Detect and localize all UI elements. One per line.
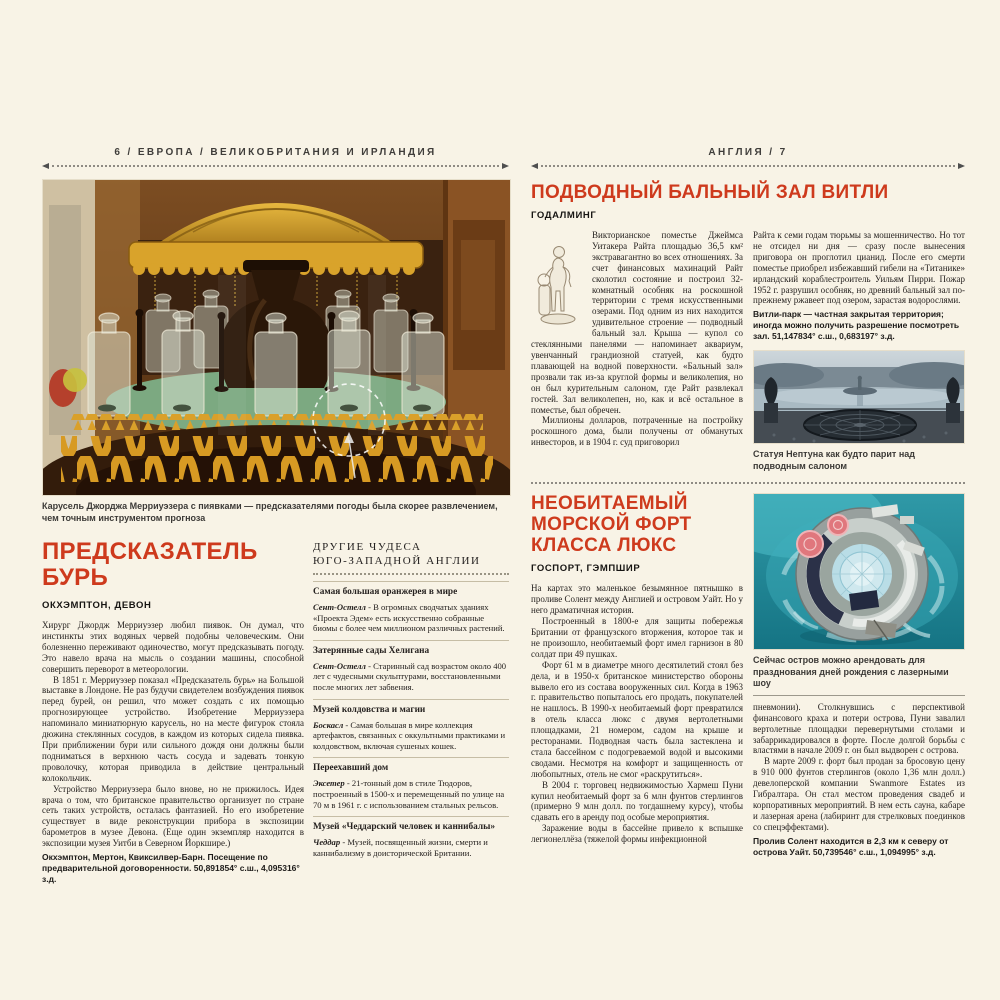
article-title: ПОДВОДНЫЙ БАЛЬНЫЙ ЗАЛ ВИТЛИ [531, 182, 889, 203]
article-paragraph: Райта к семи годам тюрьмы за мошенничество. Но тот не отсидел ни дня — сразу после вынесения приговора он проглотил цианид. После его смерти поместье приобрел избежавший гибели на «Титанике» ирландский кораблестроитель Уильям Пирри. Пожар 1952 г. разрушил особняк, но древний бальный зал по-прежнему ржавеет под озером, зарастая водорослями. [753, 230, 965, 306]
sidebar-item: Музей «Чеддарский человек и каннибалы» Чеддар - Музей, посвященный жизни, смерти и каннибализму в доисторической Британии. [313, 816, 509, 858]
article-paragraph: пневмонии). Столкнувшись с перспективой финансового краха и потери острова, Пуни завалил вертолетные площадки перевернутыми столами и забаррикадировался в форте. После долгой борьбы с властями в начале 2009 г. он был выдворен с острова. [753, 701, 965, 756]
leech-barometer-photo [42, 179, 511, 496]
access-info: Пролив Солент находится в 2,3 км к северу от острова Уайт. 50,739546° с.ш., 1,094995° з.д. [753, 835, 949, 857]
arrow-left-icon [42, 163, 49, 169]
arrow-right-icon [958, 163, 965, 169]
article-paragraph: Хирург Джордж Мерриуэзер любил пиявок. Он думал, что инстинкты этих водяных червей подобны человеческим. Они болезненно переживают одиночество, могут предсказывать погоду. Это навело врача на мысль о создании машины, способной совершить переворот в метеорологии. [42, 620, 304, 674]
photo-caption-fort: Сейчас остров можно арендовать для празднования дней рождения с лазерными шоу [753, 655, 965, 696]
page-left [42, 147, 509, 885]
witley-lake-photo [753, 350, 965, 444]
sidebar-item: Музей колдовства и магии Боскасл - Самая большая в мире коллекция артефактов, связанных с оккультными практиками и колдовством, включая сушеных кошек. [313, 699, 509, 752]
article-title: ПРЕДСКАЗАТЕЛЬ БУРЬ [42, 538, 258, 591]
article-paragraph: Устройство Мерриуэзера было внове, но не прижилось. Идея врача о том, что британское правительство организует по стране сеть таких устройств, осталась фантазией. Но его изобретение существует в виде реконструкции прибора в экспозиции барометров в музее Девона. (Еще один экземпляр находится в экспозиции музея Уитби в Северном Йоркшире.) [42, 783, 304, 849]
article-paragraph: Миллионы долларов, потраченные на постройку роскошного дома, были получены от обманутых инвесторов, и в 1904 г. суд приговорил [531, 415, 743, 448]
article1-col1 [531, 230, 743, 472]
arrow-right-icon [502, 163, 509, 169]
article-sea-fort [531, 493, 965, 857]
article-paragraph: Викторианское поместье Джеймса Уитакера Райта площадью 36,5 км² экстравагантно во всех отношениях. За счет финансовых махинаций Райт сколотил состояние и построил 32-комнатный особняк на роскошной территории с тремя искусственными озерами. Под одним из них находится удивительное строение — подводный бальный зал. Крыша — купол со стеклянными панелями — напоминает аквариум, увенчанный грандиозной статуей, как будто плавающей на водной поверхности. «Бальный зал» прозвали так из-за круглой формы и великолепия, но он был курительным салоном, где Райт развлекал гостей. Зал великолепен, но, как и всё остальное в поместье, был обречен. [531, 230, 743, 415]
article-location: ОКХЭМПТОН, ДЕВОН [42, 600, 152, 611]
access-info: Витли-парк — частная закрытая территория; иногда можно получить разрешение посмотреть зал. 51,147834° с.ш., 0,683197° з.д. [753, 309, 960, 342]
sidebar-place: Сент-Остелл [313, 660, 366, 671]
section-divider [531, 482, 965, 484]
article-storm-predictor [42, 539, 304, 885]
sidebar-place: Эксетер [313, 778, 345, 789]
article1-col2 [753, 230, 965, 472]
article-paragraph: На картах это маленькое безымянное пятнышко в проливе Солент между Англией и островом Уайт. Но у него драматичная история. [531, 583, 743, 616]
sidebar-item: Затерянные сады Хелигана Сент-Остелл - Старинный сад возрастом около 400 лет с чудесными скульптурами, восстановленными после многих лет забвения. [313, 640, 509, 693]
article-title: НЕОБИТАЕМЫЙ МОРСКОЙ ФОРТ КЛАССА ЛЮКС [531, 493, 692, 557]
sidebar-title: ДРУГИЕ ЧУДЕСА ЮГО-ЗАПАДНОЙ АНГЛИИ [313, 541, 481, 567]
running-head-right: АНГЛИЯ / 7 [708, 147, 788, 158]
solent-fort-photo [753, 493, 965, 650]
article-paragraph: В 1851 г. Мерриуэзер показал «Предсказатель бурь» на Большой выставке в Лондоне. Не раз будучи свидетелем возбуждения пиявок перед бурей, он решил, что может создать с их помощью прогнозирующее устройство. Изобретение Мерриуэзера напоминало миниатюрную карусель, но на месте фигурок стояла дюжина стеклянных сосудов, в каждом из которых сидела пиявка. При приближении бури или сильного дождя они должны были подниматься в верхнюю часть сосуда и задевать тонкую проволочку, которая приводила в действие центральный колокольчик. [42, 674, 304, 783]
sidebar-other-wonders [313, 539, 509, 885]
arrow-left-icon [531, 163, 538, 169]
article-paragraph: В 2004 г. торговец недвижимостью Хармеш Пуни купил необитаемый форт за 6 млн фунтов стерлингов (примерно 9 млн долл. по тогдашнему курсу), чтобы сдавать его в аренду под особые мероприятия. [531, 779, 743, 823]
article2-col1 [531, 493, 743, 857]
page-right [531, 147, 965, 858]
photo-caption-left: Карусель Джорджа Мерриуэзера с пиявками — предсказателями погоды была скорее развлечением, чем точным инструментом прогноза [42, 501, 498, 523]
access-info: Окхэмптон, Мертон, Квиксилвер-Барн. Посещение по предварительной договоренности. 50,891854° с.ш., 4,095316° з.д. [42, 852, 300, 885]
article-underwater-ballroom [531, 182, 965, 472]
article-location: ГОДАЛМИНГ [531, 210, 597, 221]
running-head-left: 6 / ЕВРОПА / ВЕЛИКОБРИТАНИЯ И ИРЛАНДИЯ [114, 147, 437, 158]
article-paragraph: В марте 2009 г. форт был продан за бросовую цену в 910 000 фунтов стерлингов (около 1,36 млн долл.) девелоперской компании Swanmore Estates из Гибралтара. Он стал местом проведения свадеб и корпоративных мероприятий. В нем есть сауна, кабаре и лазерная арена (лабиринт для стрелковых поединков со спецэффектами). [753, 756, 965, 832]
header-rule-left [42, 163, 509, 169]
sidebar-place: Чеддар [313, 837, 341, 848]
header-rule-right [531, 163, 965, 169]
sidebar-item: Самая большая оранжерея в мире Сент-Остелл - В огромных сводчатых зданиях «Проекта Эдем» есть искусственно собранные биомы с более чем миллионом различных растений. [313, 581, 509, 634]
neptune-statue-engraving [531, 231, 585, 327]
sidebar-item: Переехавший дом Эксетер - 21-тонный дом в стиле Тюдоров, построенный в 1500-х и перемещенный по улице на 70 м в 1961 г. с использованием стальных рельсов. [313, 757, 509, 810]
article-location: ГОСПОРТ, ГЭМПШИР [531, 563, 641, 575]
article-paragraph: Заражение воды в бассейне привело к вспышке легионеллёза (тяжелой формы инфекционной [531, 823, 743, 845]
photo-caption-lake: Статуя Нептуна как будто парит над подводным салоном [753, 449, 915, 471]
sidebar-place: Боскасл [313, 719, 344, 730]
article2-col2 [753, 493, 965, 857]
sidebar-place: Сент-Остелл [313, 602, 366, 612]
article-paragraph: Построенный в 1800-е для защиты побережья Британии от французского вторжения, которое так и не произошло, необитаемый форт имел гарнизон в 80 солдат при 49 пушках. [531, 616, 743, 659]
article-paragraph: Форт 61 м в диаметре много десятилетий стоял без дела, и в 1950-х британское министерство обороны вывело его из состава вооруженных сил. Когда в 1963 г. правительство попыталось его продать, покупателей не нашлось. В 1990-х необитаемый форт превратился в отель класса люкс с двумя вертолетными площадками, 21 номером, садом на крыше и ресторанами. Подводная часть была застеклена и стала бассейном с подогреваемой водой и высокими сводами. Несмотря на комфорт и защищенность от любопытных, отель не смог «раскрутиться». [531, 659, 743, 779]
